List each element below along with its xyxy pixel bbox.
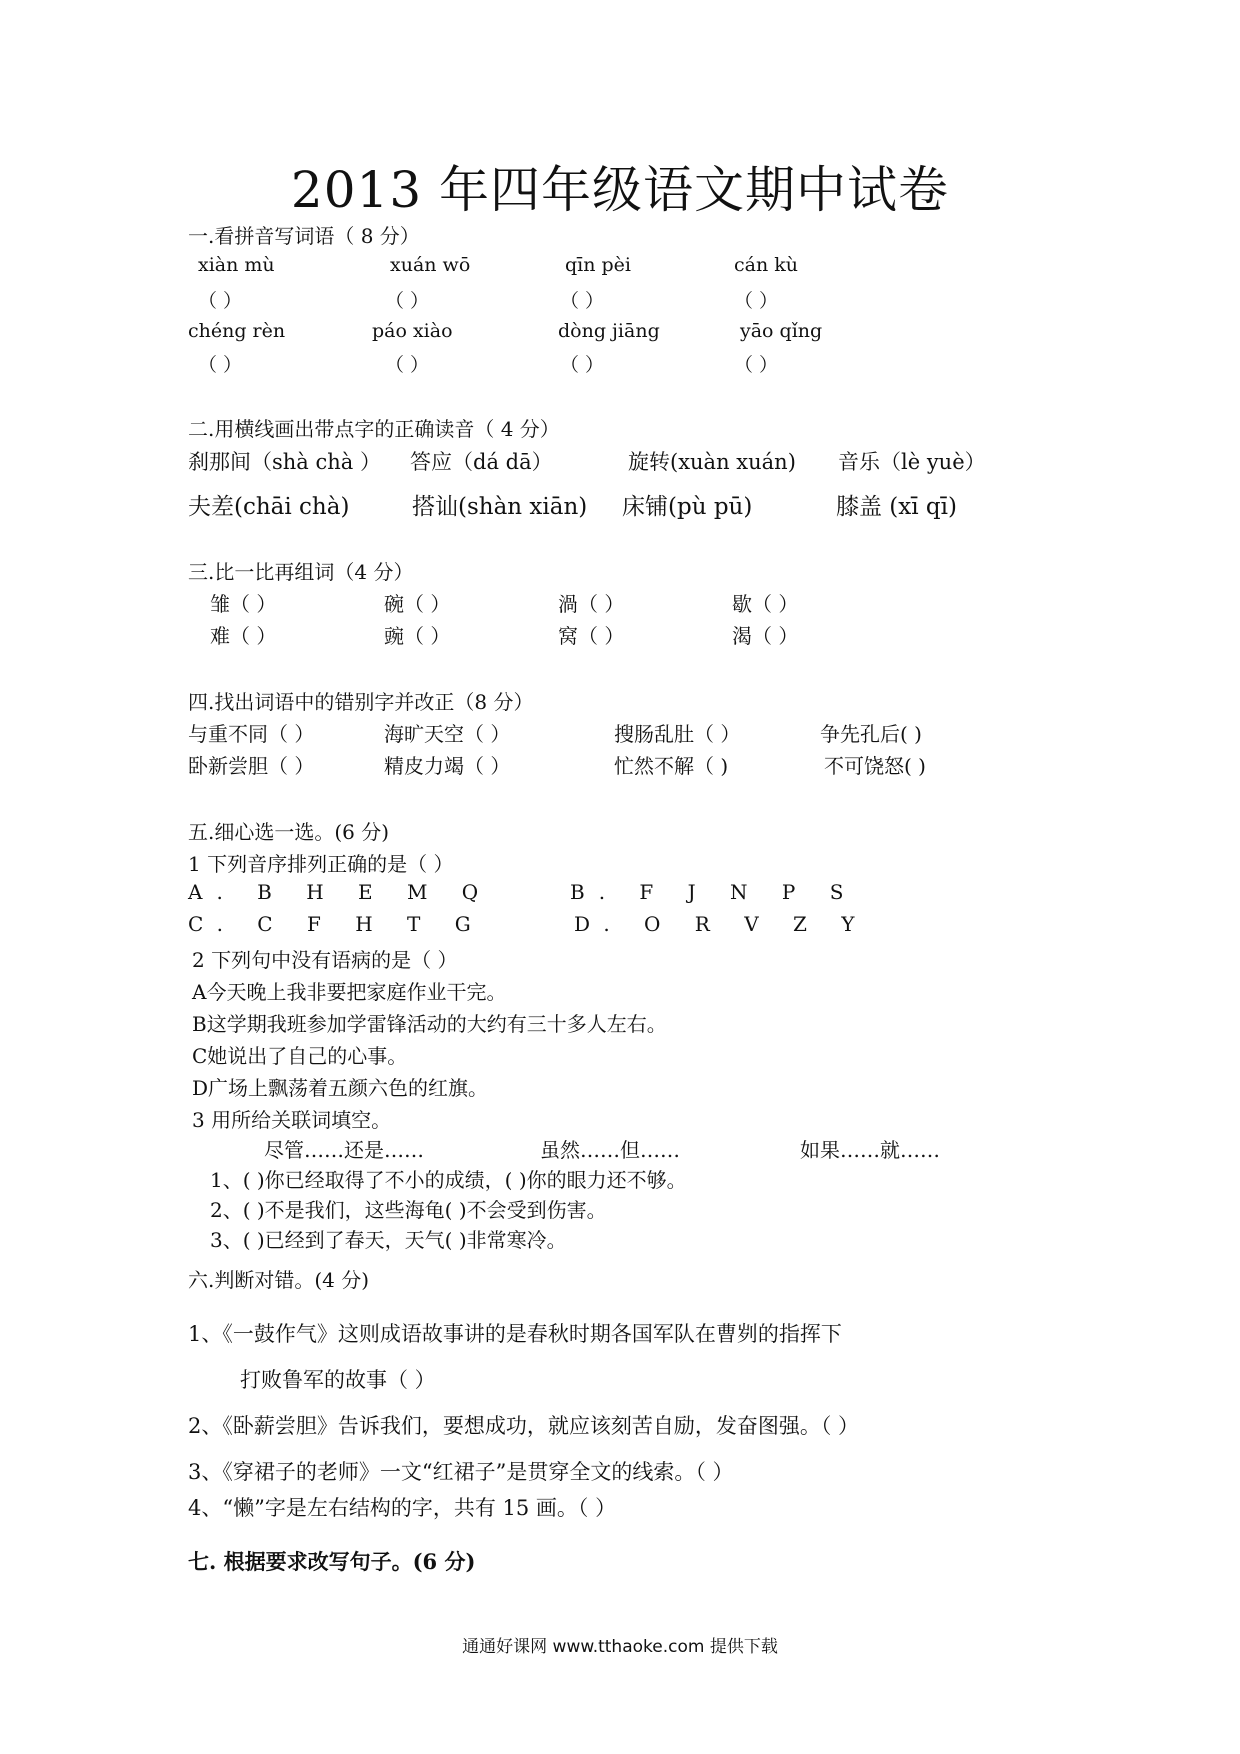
answer-blank: （ ） [385, 354, 430, 376]
compare-item: 豌（ ） [384, 624, 451, 648]
judge-item: 打败鲁军的故事（ ） [240, 1368, 436, 1392]
answer-blank: （ ） [198, 290, 243, 312]
conjunction-word: 如果……就…… [800, 1138, 940, 1162]
typo-item: 与重不同（ ） [188, 722, 315, 746]
answer-blank: （ ） [560, 354, 605, 376]
compare-item: 雏（ ） [210, 592, 277, 616]
compare-item: 碗（ ） [384, 592, 451, 616]
fill-line: 1、( )你已经取得了不小的成绩，( )你的眼力还不够。 [210, 1168, 687, 1192]
answer-blank: （ ） [560, 290, 605, 312]
typo-item: 精皮力竭（ ） [384, 754, 511, 778]
conjunction-word: 尽管……还是…… [264, 1138, 424, 1162]
typo-item: 不可饶怒( ) [824, 754, 926, 778]
page-title: 2013 年四年级语文期中试卷 [290, 161, 950, 219]
section-6-heading: 六.判断对错。(4 分) [188, 1268, 370, 1292]
question-text: 2 下列句中没有语病的是（ ） [192, 948, 458, 972]
pinyin-item: qīn pèi [565, 254, 631, 276]
choice-option: C. C F H T G [188, 912, 485, 936]
footer-credit: 通通好课网 www.tthaoke.com 提供下载 [462, 1637, 778, 1657]
pinyin-item: yāo qǐng [740, 320, 823, 342]
typo-item: 忙然不解（ ) [614, 754, 729, 778]
pinyin-item: chéng rèn [188, 320, 286, 342]
question-text: 1 下列音序排列正确的是（ ） [188, 852, 454, 876]
section-5-heading: 五.细心选一选。(6 分) [188, 820, 390, 844]
answer-blank: （ ） [385, 290, 430, 312]
pinyin-item: dòng jiāng [558, 320, 660, 342]
choice-option: D. O R V Z Y [574, 912, 869, 936]
conjunction-word: 虽然……但…… [540, 1138, 680, 1162]
fill-line: 2、( )不是我们，这些海龟( )不会受到伤害。 [210, 1198, 607, 1222]
typo-item: 搜肠乱肚（ ） [614, 722, 741, 746]
typo-item: 卧新尝胆（ ） [188, 754, 315, 778]
answer-blank: （ ） [734, 290, 779, 312]
choice-option: B. F J N P S [570, 880, 858, 904]
pinyin-item: xuán wō [390, 254, 471, 276]
judge-item: 3、《穿裙子的老师》一文“红裙子”是贯穿全文的线索。（ ） [188, 1460, 734, 1484]
judge-item: 4、“懒”字是左右结构的字，共有 15 画。（ ） [188, 1496, 617, 1520]
reading-item: 搭讪(shàn xiān) [412, 494, 588, 520]
choice-option: A今天晚上我非要把家庭作业干完。 [192, 980, 507, 1004]
reading-item: 膝盖 (xī qī) [836, 494, 957, 520]
reading-item: 床铺(pù pū) [622, 494, 753, 520]
typo-item: 争先孔后( ) [820, 722, 922, 746]
question-text: 3 用所给关联词填空。 [192, 1108, 392, 1132]
compare-item: 窝（ ） [558, 624, 625, 648]
section-4-heading: 四.找出词语中的错别字并改正（8 分） [188, 690, 534, 714]
judge-item: 2、《卧薪尝胆》告诉我们，要想成功，就应该刻苦自励，发奋图强。（ ） [188, 1414, 860, 1438]
section-3-heading: 三.比一比再组词（4 分） [188, 560, 414, 584]
reading-item: 夫差(chāi chà) [188, 494, 350, 520]
compare-item: 渦（ ） [558, 592, 625, 616]
typo-item: 海旷天空（ ） [384, 722, 511, 746]
choice-option: B这学期我班参加学雷锋活动的大约有三十多人左右。 [192, 1012, 667, 1036]
reading-item: 旋转(xuàn xuán) [628, 450, 796, 474]
fill-line: 3、( )已经到了春天，天气( )非常寒冷。 [210, 1228, 567, 1252]
pinyin-item: xiàn mù [198, 254, 275, 276]
section-1-heading: 一.看拼音写词语（ 8 分） [188, 224, 420, 248]
compare-item: 歇（ ） [732, 592, 799, 616]
section-7-heading: 七. 根据要求改写句子。(6 分) [188, 1549, 476, 1574]
section-2-heading: 二.用横线画出带点字的正确读音（ 4 分） [188, 417, 560, 441]
choice-option: C她说出了自己的心事。 [192, 1044, 408, 1068]
choice-option: D广场上飘荡着五颜六色的红旗。 [192, 1076, 489, 1100]
answer-blank: （ ） [198, 354, 243, 376]
choice-option: A. B H E M Q [188, 880, 493, 904]
reading-item: 答应（dá dā） [410, 450, 553, 474]
pinyin-item: páo xiào [372, 320, 453, 342]
compare-item: 渴（ ） [732, 624, 799, 648]
compare-item: 难（ ） [210, 624, 277, 648]
answer-blank: （ ） [734, 354, 779, 376]
pinyin-item: cán kù [734, 254, 798, 276]
reading-item: 刹那间（shà chà ） [188, 450, 381, 474]
reading-item: 音乐（lè yuè） [838, 450, 986, 474]
judge-item: 1、《一鼓作气》这则成语故事讲的是春秋时期各国军队在曹刿的指挥下 [188, 1322, 842, 1346]
